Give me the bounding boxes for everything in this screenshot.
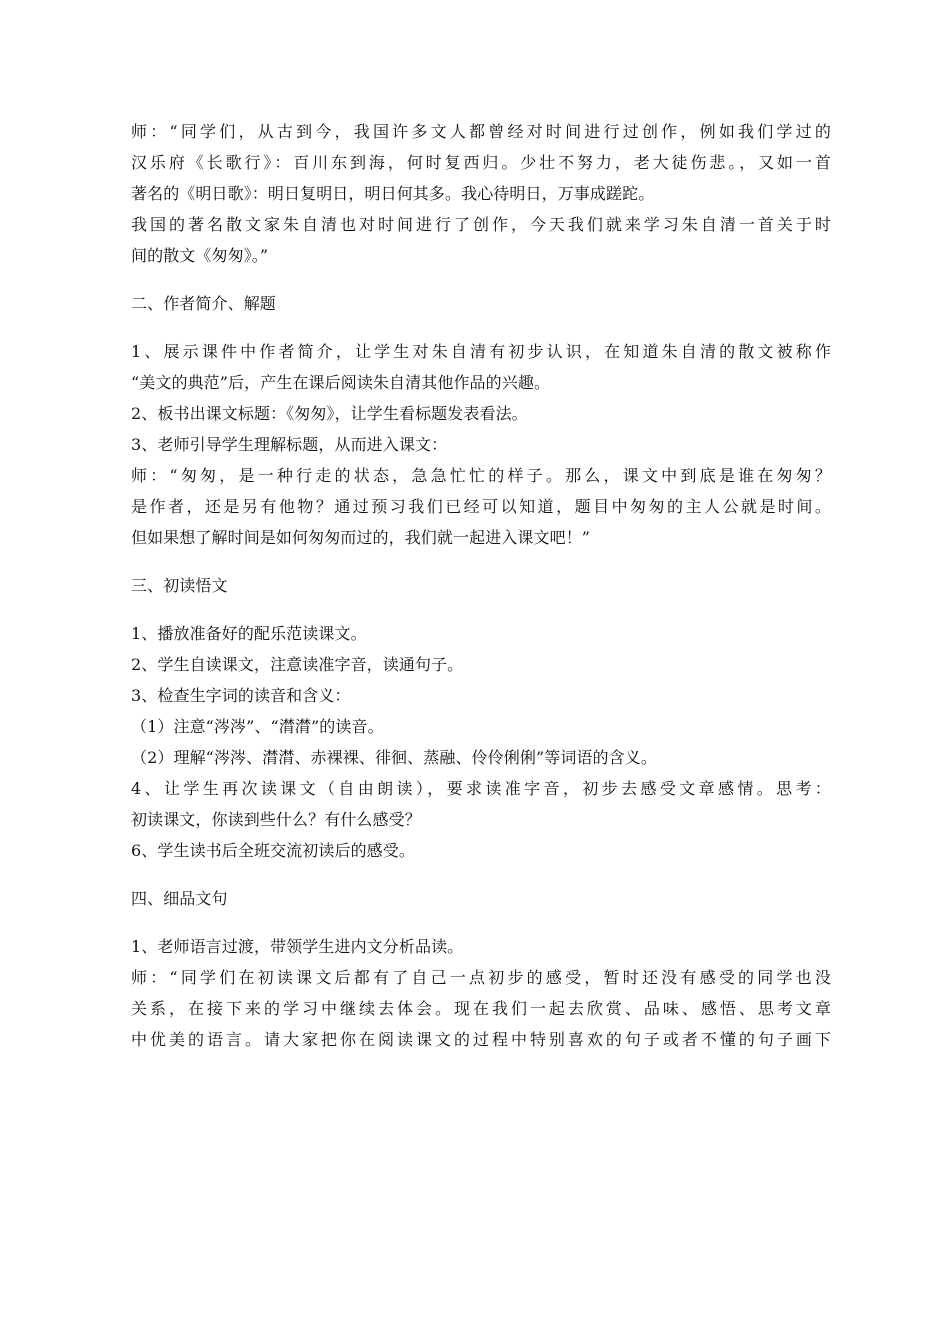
text-line: 师：“同学们，从古到今，我国许多文人都曾经对时间进行过创作，例如我们学过的 [131, 122, 831, 141]
text-line: 我国的著名散文家朱自清也对时间进行了创作，今天我们就来学习朱自清一首关于时 [131, 215, 831, 234]
text-line: （2）理解“涔涔、潸潸、赤裸裸、徘徊、蒸融、伶伶俐俐”等词语的含义。 [131, 748, 657, 767]
paragraph-spacer [131, 319, 831, 336]
text-line: 师：“同学们在初读课文后都有了自己一点初步的感受，暂时还没有感受的同学也没 [131, 968, 831, 987]
text-line: 3、检查生字词的读音和含义： [131, 686, 351, 705]
text-line: 3、老师引导学生理解标题，从而进入课文： [131, 435, 448, 454]
text-line: 四、细品文句 [131, 889, 228, 908]
text-line: 间的散文《匆匆》。” [131, 246, 269, 265]
paragraph-spacer [131, 553, 831, 570]
text-line: 二、作者简介、解题 [131, 294, 276, 313]
text-line: 初读课文，你读到些什么？有什么感受？ [131, 810, 421, 829]
paragraph-spacer [131, 914, 831, 931]
text-line: 6、学生读书后全班交流初读后的感受。 [131, 841, 415, 860]
text-line: 1、播放准备好的配乐范读课文。 [131, 624, 367, 643]
paragraph-spacer [131, 601, 831, 618]
text-line: （1）注意“涔涔”、“潸潸”的读音。 [131, 717, 384, 736]
text-line: 是作者，还是另有他物？通过预习我们已经可以知道，题目中匆匆的主人公就是时间。 [131, 497, 831, 516]
paragraph-spacer [131, 866, 831, 883]
text-line: 2、板书出课文标题：《匆匆》，让学生看标题发表看法。 [131, 404, 528, 423]
text-line: 1、展示课件中作者简介，让学生对朱自清有初步认识，在知道朱自清的散文被称作 [131, 342, 831, 361]
text-line: 汉乐府《长歌行》：百川东到海，何时复西归。少壮不努力，老大徒伤悲。，又如一首 [131, 153, 831, 172]
text-line: 但如果想了解时间是如何匆匆而过的，我们就一起进入课文吧！” [131, 528, 591, 547]
document-body [131, 116, 831, 1055]
text-line: 三、初读悟文 [131, 576, 228, 595]
text-line: 1、老师语言过渡，带领学生进内文分析品读。 [131, 937, 464, 956]
text-line: 关系，在接下来的学习中继续去体会。现在我们一起去欣赏、品味、感悟、思考文章 [131, 999, 831, 1018]
text-line: 2、学生自读课文，注意读准字音，读通句子。 [131, 655, 464, 674]
paragraph-spacer [131, 271, 831, 288]
text-line: 著名的《明日歌》：明日复明日，明日何其多。我心待明日，万事成蹉跎。 [131, 184, 655, 203]
text-line: 4、让学生再次读课文（自由朗读），要求读准字音，初步去感受文章感情。思考： [131, 779, 831, 798]
text-line: 中优美的语言。请大家把你在阅读课文的过程中特别喜欢的句子或者不懂的句子画下 [131, 1030, 831, 1049]
text-line: “美文的典范”后，产生在课后阅读朱自清其他作品的兴趣。 [131, 373, 551, 392]
text-line: 师：“匆匆，是一种行走的状态，急急忙忙的样子。那么，课文中到底是谁在匆匆？ [131, 466, 831, 485]
